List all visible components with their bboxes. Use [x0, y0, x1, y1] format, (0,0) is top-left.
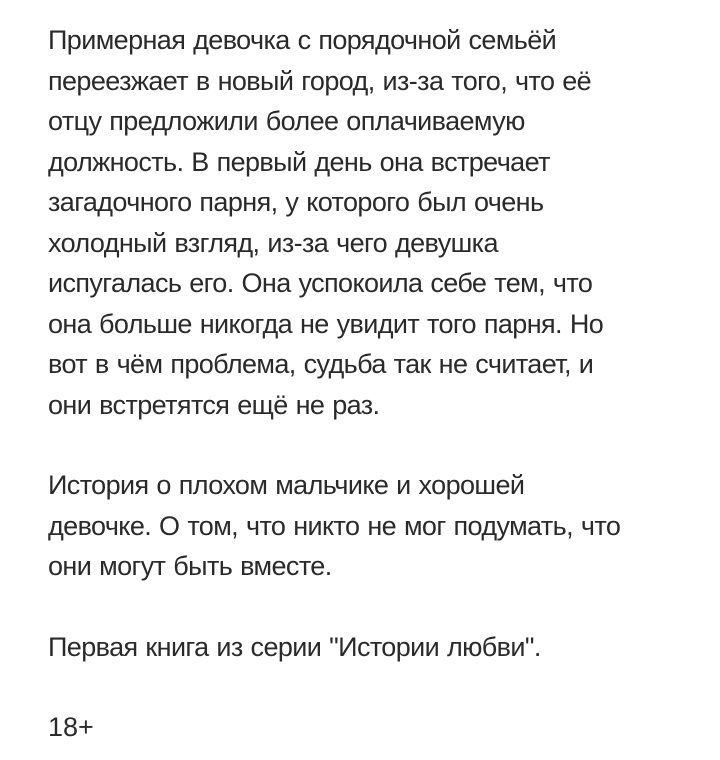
text-line: она больше никогда не увидит того парня. Но [48, 308, 604, 339]
text-line: вот в чём проблема, судьба так не считает, и [48, 349, 594, 379]
text-line: они могут быть вместе. [48, 551, 332, 581]
text-line: холодный взгляд, из-за чего девушка [48, 227, 498, 258]
text-line: девочке. О том, что никто не мог подумать, что [48, 510, 621, 541]
series-paragraph [48, 627, 688, 668]
theme-paragraph [48, 465, 688, 587]
synopsis-paragraph [48, 20, 688, 425]
text-line: испугалась его. Она успокоила себе тем, что [48, 268, 593, 298]
text-line: Примерная девочка с порядочной семьёй [48, 25, 557, 55]
age-rating: 18+ [48, 712, 94, 742]
text-line: они встретятся ещё не раз. [48, 389, 380, 420]
text-line: Первая книга из серии "Истории любви". [48, 631, 541, 662]
text-line: отцу предложили более оплачиваемую [48, 106, 525, 136]
book-description [48, 20, 688, 747]
text-line: переезжает в новый город, из-за того, что её [48, 65, 592, 96]
text-line: История о плохом мальчике и хорошей [48, 470, 525, 500]
text-line: должность. В первый день она встречает [48, 146, 550, 177]
text-line: загадочного парня, у которого был очень [48, 187, 544, 217]
